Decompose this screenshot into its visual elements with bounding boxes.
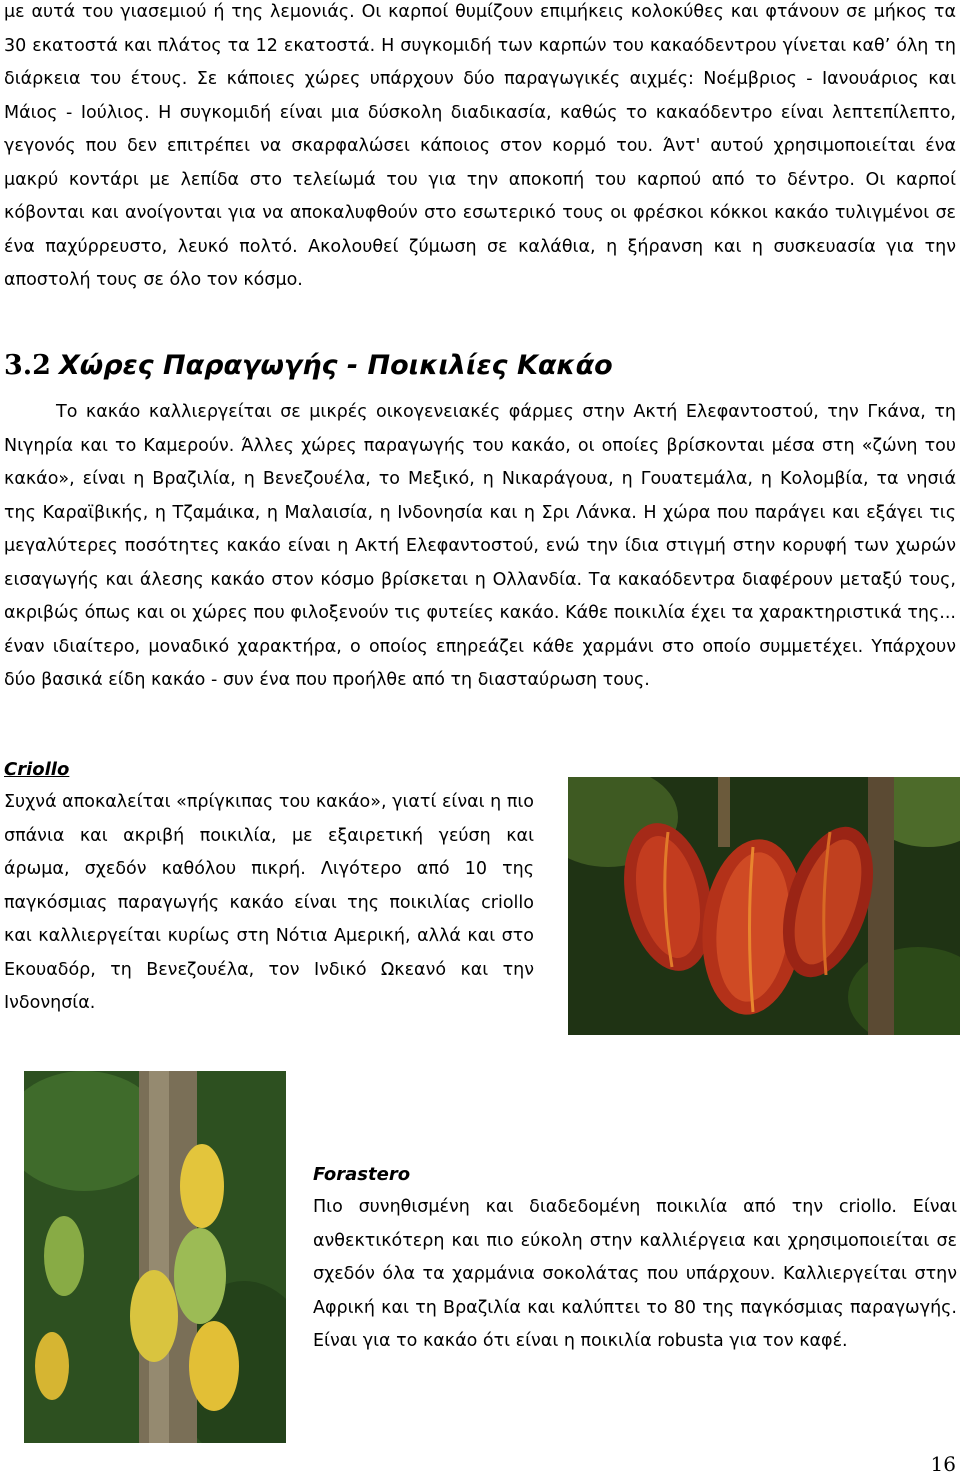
section-number: 3.2 [4, 350, 51, 381]
criollo-title: Criollo [4, 759, 70, 780]
section-heading [4, 346, 613, 386]
forastero-paragraph: Πιο συνηθισμένη και διαδεδομένη ποικιλία από την criollo. Είναι ανθεκτικότερη και πιο εύκολη στην καλλιέργεια και χρησιμοποιείται σε σχεδόν όλα τα χαρμάνια σοκολάτας που υπάρχουν. Καλλιεργείται στην Αφρική και τη Βραζιλία και καλύπτει το 80 της παγκόσμιας παραγωγής. Είναι για το κακάο ότι είναι η ποικιλία robusta για τον καφέ. [313, 1197, 957, 1351]
red-cacao-pods-photo [568, 777, 960, 1035]
page-number: 16 [930, 1452, 956, 1476]
section-title: Χώρες Παραγωγής - Ποικιλίες Κακάο [58, 350, 613, 381]
criollo-paragraph: Συχνά αποκαλείται «πρίγκιπας του κακάο», γιατί είναι η πιο σπάνια και ακριβή ποικιλία, με εξαιρετική γεύση και άρωμα, σχεδόν καθόλου πικρή. Λιγότερο από 10 της παγκόσμιας παραγωγής κακάο είναι της ποικιλίας criollo και καλλιεργείται κυρίως στη Νότια Αμερική, αλλά και στο Εκουαδόρ, τη Βενεζουέλα, τον Ινδικό Ωκεανό και την Ινδονησία. [4, 792, 534, 1013]
intro-paragraph: με αυτά του γιασεμιού ή της λεμονιάς. Οι καρποί θυμίζουν επιμήκεις κολοκύθες και φτάνουν σε μήκος τα 30 εκατοστά και πλάτος τα 12 εκατοστά. Η συγκομιδή των καρπών του κακαόδεντρου γίνεται καθ’ όλη τη διάρκεια του έτους. Σε κάποιες χώρες υπάρχουν δύο παραγωγικές αιχμές: Νοέμβριος - Ιανουάριος και Μάιος - Ιούλιος. Η συγκομιδή είναι μια δύσκολη διαδικασία, καθώς το κακαόδεντρο είναι λεπτεπίλεπτο, γεγονός που δεν επιτρέπει να σκαρφαλώσει κάποιος στον κορμό του. Άντ' αυτού χρησιμοποιείται ένα μακρύ κοντάρι με λεπίδα στο τελείωμά του για την αποκοπή του καρπού από το δέντρο. Οι καρποί κόβονται και ανοίγονται για να αποκαλυφθούν στο εσωτερικό τους οι φρέσκοι κόκκοι κακάο τυλιγμένοι σε ένα παχύρρευστο, λευκό πολτό. Ακολουθεί ζύμωση σε καλάθια, η ξήρανση και η συσκευασία για την αποστολή τους σε όλο τον κόσμο. [4, 2, 956, 290]
yellow-green-cacao-pods-photo [24, 1071, 286, 1443]
forastero-title: Forastero [313, 1164, 411, 1185]
section-paragraph: Το κακάο καλλιεργείται σε μικρές οικογενειακές φάρμες στην Ακτή Ελεφαντοστού, την Γκάνα, τη Νιγηρία και το Καμερούν. Άλλες χώρες παραγωγής του κακάο, οι οποίες βρίσκονται μέσα στη «ζώνη του κακάο», είναι η Βραζιλία, η Βενεζουέλα, το Μεξικό, η Νικαράγουα, η Γουατεμάλα, η Κολομβία, τα νησιά της Καραϊβικής, η Τζαμάικα, η Μαλαισία, η Ινδονησία και η Σρι Λάνκα. Η χώρα που παράγει και εξάγει τις μεγαλύτερες ποσότητες κακάο είναι η Ακτή Ελεφαντοστού, ενώ την ίδια στιγμή στην κορυφή των χωρών εισαγωγής και άλεσης κακάο στον κόσμο βρίσκεται η Ολλανδία. Τα κακαόδεντρα διαφέρουν μεταξύ τους, ακριβώς όπως και οι χώρες που φιλοξενούν τις φυτείες κακάο. Κάθε ποικιλία έχει τα χαρακτηριστικά της... έναν ιδιαίτερο, μοναδικό χαρακτήρα, ο οποίος επηρεάζει κάθε χαρμάνι στο οποίο συμμετέχει. Υπάρχουν δύο βασικά είδη κακάο - συν ένα που προήλθε από τη διασταύρωση τους. [4, 402, 956, 690]
